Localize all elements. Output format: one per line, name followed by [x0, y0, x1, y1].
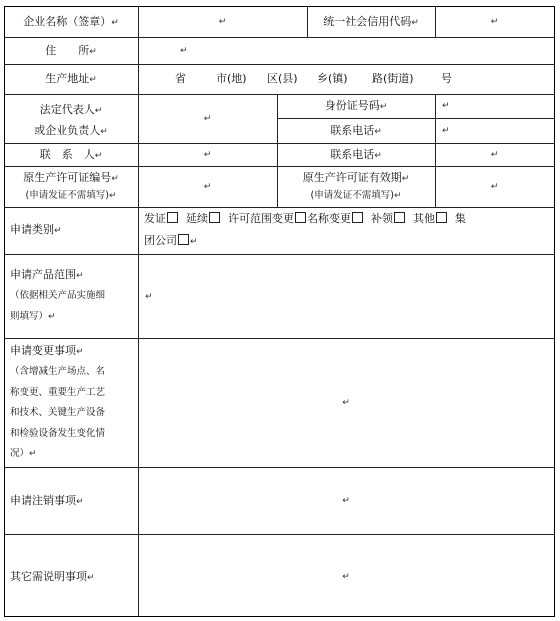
change-items-note-3: 和技术、关键生产设备 — [10, 407, 106, 418]
address-label: 住 所↵ — [45, 44, 97, 57]
contact-label: 联 系 人↵ — [39, 148, 103, 161]
border-bottom — [4, 616, 555, 617]
change-items-label: 申请变更事项↵ — [10, 344, 84, 357]
original-license-no-value[interactable]: ↵ — [203, 182, 212, 192]
border-left — [4, 6, 5, 617]
production-address-district: 区(县) — [267, 72, 298, 85]
id-number-label: 身份证号码↵ — [324, 99, 388, 112]
legal-rep-label-2: 或企业负责人↵ — [34, 124, 108, 137]
product-scope-label: 申请产品范围↵ — [10, 268, 84, 281]
original-license-expiry-note: (申请发证不需填写)↵ — [310, 190, 402, 201]
rule-11 — [4, 534, 555, 535]
group-company-checkbox[interactable] — [178, 234, 189, 245]
border-top — [4, 6, 555, 7]
scope-change-checkbox[interactable] — [295, 212, 306, 223]
border-right — [554, 6, 555, 617]
product-scope-note-1: （依据相关产品实施细 — [10, 290, 106, 301]
contact-phone-label: 联系电话↵ — [330, 148, 382, 161]
renew-checkbox[interactable] — [209, 212, 220, 223]
rule-3 — [4, 94, 555, 95]
production-address-province: 省 — [175, 72, 186, 85]
other-checkbox[interactable] — [436, 212, 447, 223]
phone-value[interactable]: ↵ — [442, 126, 450, 136]
change-items-note-1: （含增减生产场点、名 — [10, 366, 106, 377]
cancellation-value[interactable]: ↵ — [342, 496, 350, 506]
cancellation-label: 申请注销事项↵ — [10, 494, 84, 507]
production-address-town: 乡(镇) — [317, 72, 348, 85]
rule-9 — [4, 338, 555, 339]
application-type-options: 发证 延续 许可范围变更 名称变更 补领 其他 集 — [144, 212, 466, 225]
rule-2 — [4, 64, 555, 65]
legal-rep-value[interactable]: ↵ — [203, 114, 212, 124]
col-label-divider — [138, 6, 139, 617]
rule-1 — [4, 37, 555, 38]
contact-phone-value[interactable]: ↵ — [490, 150, 499, 160]
change-items-value[interactable]: ↵ — [342, 398, 350, 408]
rule-6 — [4, 166, 555, 167]
enterprise-name-label: 企业名称（签章）↵ — [23, 15, 119, 28]
other-notes-value[interactable]: ↵ — [342, 572, 350, 582]
rule-4 — [277, 118, 555, 119]
rule-5 — [4, 143, 555, 144]
reissue-checkbox[interactable] — [394, 212, 405, 223]
license-application-form — [4, 6, 555, 617]
rule-7 — [4, 207, 555, 208]
change-items-note-4: 和检验设备发生变化情 — [10, 428, 106, 439]
other-notes-label: 其它需说明事项↵ — [10, 570, 95, 583]
original-license-no-label: 原生产许可证编号↵ — [23, 171, 119, 184]
production-address-number: 号 — [441, 72, 452, 85]
product-scope-value[interactable]: ↵ — [145, 292, 153, 302]
issue-checkbox[interactable] — [167, 212, 178, 223]
address-value[interactable]: ↵ — [180, 46, 188, 56]
legal-rep-label: 法定代表人↵ — [39, 103, 103, 116]
credit-code-value[interactable]: ↵ — [490, 17, 499, 27]
original-license-expiry-value[interactable]: ↵ — [490, 182, 499, 192]
original-license-expiry-label: 原生产许可证有效期↵ — [302, 171, 410, 184]
id-number-value[interactable]: ↵ — [442, 101, 450, 111]
contact-value[interactable]: ↵ — [203, 150, 212, 160]
credit-code-label: 统一社会信用代码↵ — [323, 15, 419, 28]
production-address-road: 路(街道) — [372, 72, 414, 85]
rule-10 — [4, 467, 555, 468]
name-change-checkbox[interactable] — [352, 212, 363, 223]
change-items-note-2: 称变更、重要生产工艺 — [10, 387, 106, 398]
product-scope-note-2: 则填写）↵ — [10, 311, 56, 322]
change-items-note-5: 况）↵ — [10, 448, 37, 459]
phone-label: 联系电话↵ — [330, 124, 382, 137]
production-address-label: 生产地址↵ — [45, 72, 97, 85]
application-type-options-2: 团公司 ↵ — [144, 234, 198, 247]
rule-8 — [4, 254, 555, 255]
production-address-city: 市(地) — [216, 72, 247, 85]
original-license-no-note: (申请发证不需填写)↵ — [25, 190, 117, 201]
application-type-label: 申请类别↵ — [10, 223, 62, 236]
enterprise-name-value[interactable]: ↵ — [218, 17, 227, 27]
